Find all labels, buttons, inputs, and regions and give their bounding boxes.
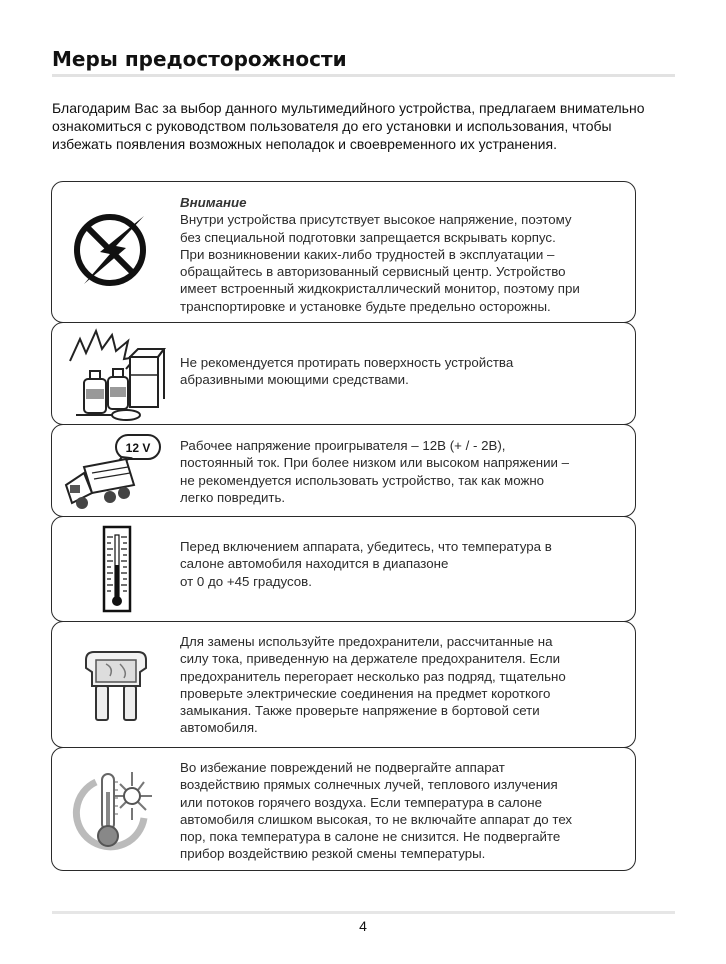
card-line: от 0 до +45 градусов. [180, 573, 312, 589]
warning-card-fuse [51, 621, 636, 748]
card-line: Рабочее напряжение проигрывателя – 12В (+ / - 2В), [180, 438, 506, 453]
warning-card-temperature [51, 516, 636, 622]
warning-card-high-voltage [51, 181, 636, 323]
card-line: без специальной подготовки запрещается вскрывать корпус. [180, 229, 556, 245]
truck-12v-icon [62, 429, 162, 529]
card-line: автомобиля слишком высокая, то не включайте аппарат до тех [180, 811, 573, 827]
card-line: пор, пока температура в салоне не снизится. Не подвергайте [180, 829, 561, 845]
card-line: автомобиля. [180, 720, 258, 736]
card-line: Внутри устройства присутствует высокое напряжение, поэтому [180, 212, 572, 228]
card-line: прибор воздействию резкой смены температуры. [180, 846, 486, 862]
card-line: транспортировке и установке будьте предельно осторожны. [180, 298, 551, 314]
card-line: Для замены используйте предохранители, рассчитанные на [180, 634, 553, 649]
card-line: абразивными моющими средствами. [180, 372, 409, 388]
thermometer-icon [66, 525, 166, 625]
page-number: 4 [359, 918, 367, 934]
card-line: постоянный ток. При более низком или высоком напряжении – [180, 455, 570, 471]
card-line: Во избежание повреждений не подвергайте аппарат [180, 760, 505, 775]
card-line: Перед включением аппарата, убедитесь, что температура в [180, 539, 552, 554]
card-line: имеет встроенный жидкокристаллический монитор, поэтому при [180, 281, 580, 297]
card-line: При возникновении каких-либо трудностей в эксплуатации – [180, 246, 555, 262]
warning-card-voltage [51, 424, 636, 517]
heat-sun-thermometer-icon [66, 762, 166, 862]
title-divider [52, 74, 675, 77]
card-line: силу тока, приведенную на держателе предохранителя. Если [180, 651, 561, 667]
no-high-voltage-icon [66, 198, 166, 298]
card-line: Не рекомендуется протирать поверхность устройства [180, 355, 514, 370]
card-line: или потоков горячего воздуха. Если температура в салоне [180, 794, 542, 810]
page-title: Меры предосторожности [52, 47, 347, 71]
intro-paragraph: Благодарим Вас за выбор данного мультимедийного устройства, предлагаем внимательно ознакомиться с руководством пользователя до его установки и использования, чтобы избежать появления возможных неполадок и своевременного их устранения. [52, 100, 645, 152]
card-line: воздействию прямых солнечных лучей, теплового излучения [180, 777, 558, 793]
card-heading: Внимание [180, 195, 247, 210]
card-line: проверьте электрические соединения на предмет короткого [180, 685, 551, 701]
card-line: не рекомендуется использовать устройство, так как можно [180, 472, 545, 488]
card-line: предохранитель перегорает несколько раз подряд, тщательно [180, 668, 566, 684]
card-line: легко повредить. [180, 489, 286, 505]
voltage-label: 12 V [125, 441, 151, 455]
warning-card-cleaning [51, 322, 636, 425]
warning-card-heat [51, 747, 636, 871]
card-line: салоне автомобиля находится в диапазоне [180, 556, 449, 572]
fuse-icon [66, 638, 166, 738]
footer-divider [52, 911, 675, 914]
card-line: замыкания. Также проверьте напряжение в бортовой сети [180, 703, 540, 719]
abrasive-cleaners-icon [66, 327, 166, 427]
card-line: обращайтесь в авторизованный сервисный центр. Устройство [180, 264, 566, 280]
